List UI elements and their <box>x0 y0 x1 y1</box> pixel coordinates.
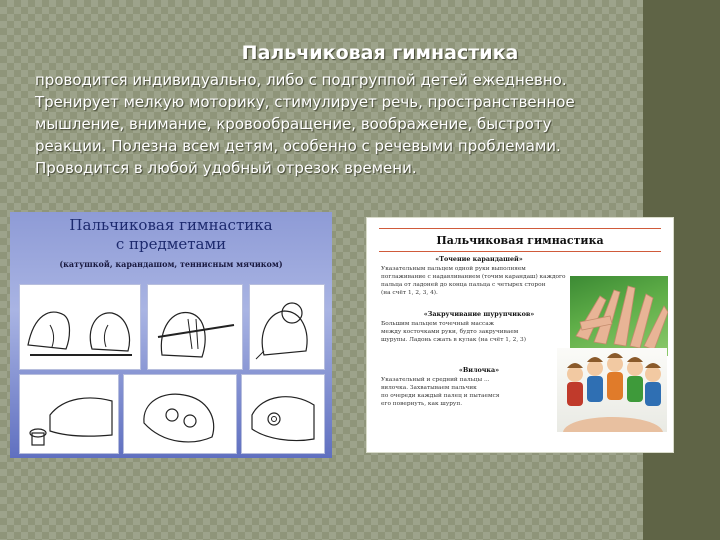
exercise-heading: «Точение карандашей» <box>435 255 523 263</box>
spool-press-illustration <box>19 374 119 454</box>
body-line: Тренирует мелкую моторику, стимулирует речь, пространственное <box>35 93 575 111</box>
exercise-line: шурупы. Ладонь сжать в кулак (на счёт 1, 2, 3) <box>381 337 526 343</box>
ball-grip-illustration <box>249 284 325 370</box>
hands-illustration <box>250 285 324 369</box>
exercise-heading: «Закручивание шурупчиков» <box>423 310 535 318</box>
hands-illustration <box>20 285 140 369</box>
exercise-line: Указательный и средний пальцы ... <box>381 377 490 383</box>
body-line: мышление, внимание, кровообращение, воображение, быстроту <box>35 115 552 133</box>
image-title-line: с предметами <box>115 235 227 253</box>
image-subtitle: (катушкой, карандашом, теннисным мячиком) <box>59 259 283 269</box>
children-hands-photo <box>570 276 668 356</box>
image-title <box>10 216 332 254</box>
image-title: Пальчиковая гимнастика <box>436 234 604 247</box>
exercise-text <box>381 265 571 297</box>
exercise-line: Указательным пальцем одной руки выполняем <box>381 266 526 272</box>
image-title-line: Пальчиковая гимнастика <box>69 216 273 234</box>
body-line: Проводится в любой удобный отрезок времени. <box>35 159 417 177</box>
slide-body <box>35 69 655 179</box>
exercise-line: вилочка. Захватываем пальчик <box>381 385 477 391</box>
exercise-line: между косточками руки, будто закручиваем <box>381 329 519 335</box>
exercise-line: Большим пальцем точечный массаж <box>381 321 495 327</box>
divider <box>379 228 661 229</box>
exercise-descriptions-image <box>367 218 673 452</box>
exercise-line: пальца от ладоней до конца пальца с четырех сторон <box>381 282 546 288</box>
hands-pencil-illustration <box>19 284 141 370</box>
exercise-text <box>381 376 571 408</box>
hands-illustration <box>20 375 118 453</box>
hands-illustration <box>242 375 324 453</box>
exercise-line: поглаживание с надавливанием (точим карандаш) каждого <box>381 274 566 280</box>
finger-puppets-photo <box>557 348 667 432</box>
exercise-heading: «Вилочка» <box>458 366 500 374</box>
divider <box>379 251 661 252</box>
finger-puppets-photo <box>557 348 667 432</box>
children-hands-photo <box>570 276 668 356</box>
pencil-between-fingers-illustration <box>147 284 243 370</box>
hands-illustration <box>124 375 236 453</box>
body-line: реакции. Полезна всем детям, особенно с речевыми проблемами. <box>35 137 561 155</box>
exercise-text <box>381 320 571 344</box>
exercise-line: по очереди каждый палец и пытаемся <box>381 393 500 399</box>
hands-illustration <box>148 285 242 369</box>
exercise-line: его повернуть, как шуруп. <box>381 401 463 407</box>
body-line: проводится индивидуально, либо с подгруппой детей ежедневно. <box>35 71 567 89</box>
rolling-spool-illustration <box>123 374 237 454</box>
slide-title: Пальчиковая гимнастика <box>241 42 519 64</box>
exercises-with-objects-image <box>10 212 332 458</box>
exercise-line: (на счёт 1, 2, 3, 4). <box>381 290 438 296</box>
coin-fingers-illustration <box>241 374 325 454</box>
